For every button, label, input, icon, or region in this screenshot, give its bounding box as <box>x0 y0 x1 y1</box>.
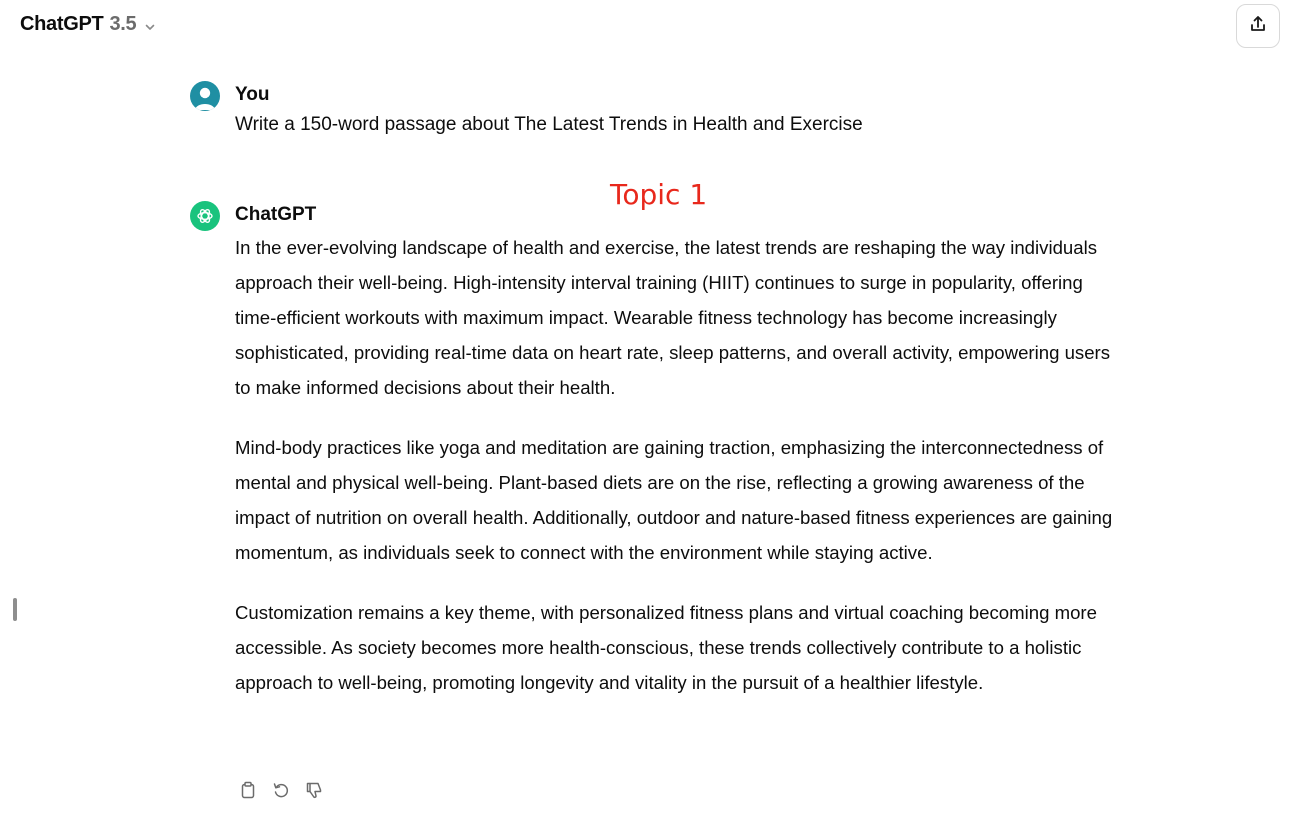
response-paragraph: Customization remains a key theme, with personalized fitness plans and virtual coaching becoming more accessible. As society becomes more health-conscious, these trends collectively contribute to a holistic approach to well-being, promoting longevity and vitality in the pursuit of a healthier lifestyle. <box>235 602 1097 693</box>
user-author-label: You <box>235 84 270 105</box>
model-selector[interactable] <box>20 13 156 36</box>
response-paragraph: In the ever-evolving landscape of health and exercise, the latest trends are reshaping the way individuals approach their well-being. High-intensity interval training (HIIT) continues to surge in popularity, offering time-efficient workouts with maximum impact. Wearable fitness technology has become increasingly sophisticated, providing real-time data on heart rate, sleep patterns, and overall activity, empowering users to make informed decisions about their health. <box>235 237 1111 398</box>
thumbs-down-icon <box>305 781 323 799</box>
model-name: ChatGPT <box>20 13 104 35</box>
copy-button[interactable] <box>237 779 258 800</box>
model-version: 3.5 <box>109 13 137 35</box>
regenerate-icon <box>272 781 290 799</box>
share-icon <box>1248 14 1268 39</box>
message-action-bar <box>237 779 324 800</box>
user-message: Write a 150-word passage about The Latest Trends in Health and Exercise <box>235 114 863 135</box>
thumbs-down-button[interactable] <box>303 779 324 800</box>
assistant-author-label: ChatGPT <box>235 204 317 225</box>
openai-logo-icon <box>195 206 215 226</box>
topic-annotation: Topic 1 <box>610 178 708 211</box>
chatgpt-avatar <box>190 201 220 231</box>
copy-icon <box>239 781 257 799</box>
share-button[interactable] <box>1236 4 1280 48</box>
chevron-down-icon <box>144 20 156 32</box>
response-paragraph: Mind-body practices like yoga and meditation are gaining traction, emphasizing the interconnectedness of mental and physical well-being. Plant-based diets are on the rise, reflecting a growing awareness of the impact of nutrition on overall health. Additionally, outdoor and nature-based fitness experiences are gaining momentum, as individuals seek to connect with the environment while staying active. <box>235 437 1113 563</box>
regenerate-button[interactable] <box>270 779 291 800</box>
sidebar-resize-handle[interactable] <box>13 598 17 621</box>
user-avatar <box>190 81 220 111</box>
assistant-response <box>235 230 1115 725</box>
